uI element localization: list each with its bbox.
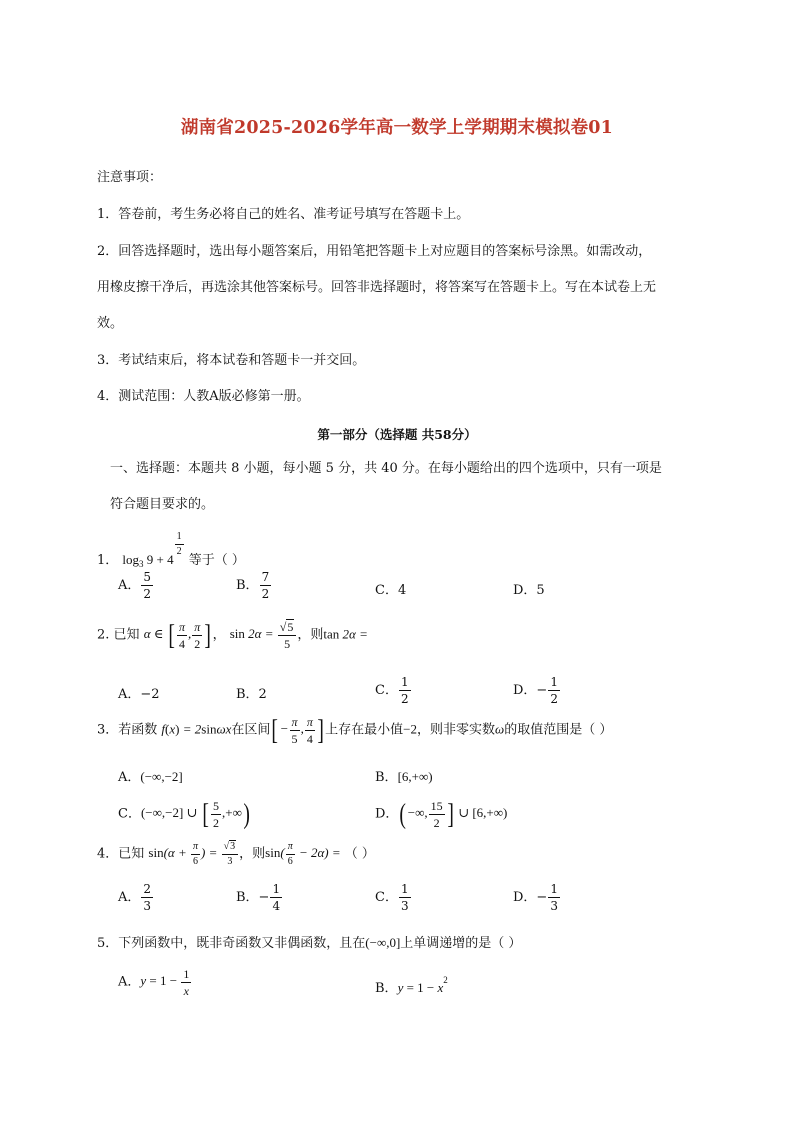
q1-option-b: B． $\frac{7}{2}$	[236, 570, 270, 601]
q5-option-b: B．$y = 1 - x^2$	[375, 975, 448, 996]
q2-option-a: A．−2	[118, 687, 160, 702]
instruction-line-1: 一、选择题：本题共 8 小题，每小题 5 分，共 40 分。在每小题给出的四个选项中，只有一项是	[110, 461, 662, 476]
note-item-2-line-2: 用橡皮擦干净后，再选涂其他答案标号。回答非选择题时，将答案写在答题卡上。写在本试卷上无	[97, 280, 657, 295]
q3-option-a: A．(−∞,−2]	[118, 769, 183, 785]
question-1-expression: $\log_3 9 + 4$ $\frac{1}{2}$	[122, 531, 182, 569]
q2-option-d: D．− $\frac{1}{2}$	[513, 675, 558, 706]
notes-heading: 注意事项：	[97, 170, 163, 185]
q3-option-c: C．(−∞,−2] ∪ [ $\frac{5}{2}$ ,+∞)	[118, 798, 250, 830]
q1-option-d: D．5	[513, 583, 545, 598]
question-4-condition: sin(α + $\frac{\pi}{6}$ ) = $\frac{√3}{3}$	[148, 845, 239, 860]
question-1-number: 1．	[97, 553, 119, 568]
question-3-interval: [− $\frac{\pi}{5}$ , $\frac{\pi}{4}$ ]	[271, 714, 324, 746]
question-2-condition: α ∈ [ $\frac{\pi}{4}$ , $\frac{\pi}{2}$ ]	[143, 619, 212, 651]
question-1-text: 等于（ ）	[188, 553, 245, 568]
question-2: 2. 已知 α ∈ [ $\frac{\pi}{4}$ , $\frac{\pi}{2}$ ]， sin 2α = $\frac{√5}{5}$ ，则tan 2α =	[97, 619, 368, 651]
q4-option-d: D．− $\frac{1}{3}$	[513, 882, 558, 913]
exam-title: 湖南省2025-2026学年高一数学上学期期末模拟卷01	[180, 118, 614, 138]
question-4: 4．已知 sin(α + $\frac{\pi}{6}$ ) = $\frac{√3}{3}$ ，则sin( $\frac{\pi}{6}$ − 2α) = （ ）	[97, 841, 375, 867]
question-4-target: sin( $\frac{\pi}{6}$ − 2α) =	[265, 841, 341, 867]
q1-option-c: C．4	[375, 583, 407, 598]
q3-option-d: D．(−∞, $\frac{15}{2}$ ] ∪ [6,+∞)	[375, 798, 508, 830]
section-heading: 第一部分（选择题 共58分）	[317, 427, 477, 442]
question-1	[97, 532, 245, 569]
q1-option-a: A． $\frac{5}{2}$	[118, 570, 152, 601]
question-2-value: sin 2α = $\frac{√5}{5}$	[230, 626, 298, 641]
q5-option-a: A．y = 1 − $\frac{1}{x}$	[118, 967, 190, 998]
note-item-4: 4．测试范围：人教A版必修第一册。	[97, 389, 310, 404]
note-item-2-line-1: 2．回答选择题时，选出每小题答案后，用铅笔把答题卡上对应题目的答案标号涂黑。如需改动，	[97, 244, 652, 259]
q4-option-c: C． $\frac{1}{3}$	[375, 882, 409, 913]
q4-option-b: B．− $\frac{1}{4}$	[236, 882, 281, 913]
question-3: 3．若函数 f(x) = 2sinωx在区间[− $\frac{\pi}{5}$ , $\frac{\pi}{4}$ ]上存在最小值−2，则非零实数ω的取值范围是（ ）	[97, 714, 613, 746]
q2-option-c: C． $\frac{1}{2}$	[375, 675, 409, 706]
instruction-line-2: 符合题目要求的。	[110, 497, 215, 512]
q4-option-a: A． $\frac{2}{3}$	[118, 882, 152, 913]
note-item-3: 3．考试结束后，将本试卷和答题卡一并交回。	[97, 353, 366, 368]
note-item-2-line-3: 效。	[97, 316, 124, 331]
q3-option-b: B．[6,+∞)	[375, 769, 433, 785]
question-3-function: f(x) = 2sinωx	[161, 721, 232, 737]
question-5: 5．下列函数中，既非奇函数又非偶函数，且在(−∞,0]上单调递增的是（ ）	[97, 935, 522, 951]
q2-option-b: B．2	[236, 687, 267, 702]
note-item-1: 1．答卷前，考生务必将自己的姓名、准考证号填写在答题卡上。	[97, 207, 470, 222]
